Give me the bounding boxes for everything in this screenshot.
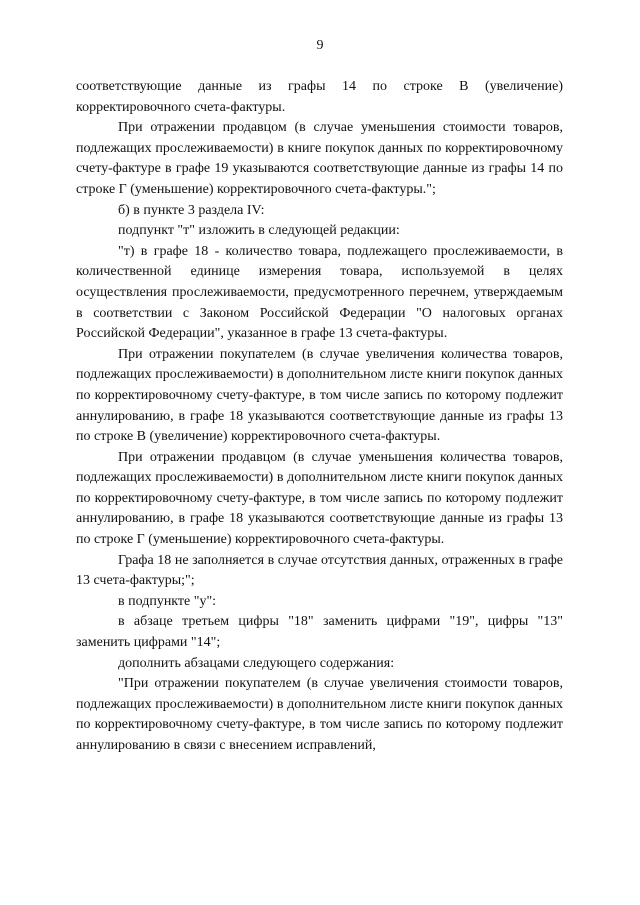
paragraph-10: в абзаце третьем цифры "18" заменить цифрами "19", цифры "13" заменить цифрами "14"; [76, 614, 563, 651]
document-body [76, 77, 563, 757]
paragraph-2: При отражении продавцом (в случае уменьшения стоимости товаров, подлежащих прослеживаемости) в книге покупок данных по корректировочному счету-фактуре в графе 19 указываются соответствующие данные из графы 14 по строке Г (уменьшение) корректировочного счета-фактуры."; [76, 120, 563, 197]
paragraph-8: Графа 18 не заполняется в случае отсутствия данных, отраженных в графе 13 счета-фактуры;"; [76, 552, 563, 589]
paragraph-7: При отражении продавцом (в случае уменьшения количества товаров, подлежащих прослеживаемости) в дополнительном листе книги покупок данных по корректировочному счету-фактуре, в том числе запись по которому подлежит аннулированию, в графе 18 указываются соответствующие данные из графы 13 по строке Г (уменьшение) корректировочного счета-фактуры. [76, 449, 563, 548]
page-number: 9 [316, 38, 324, 53]
paragraph-1: соответствующие данные из графы 14 по строке В (увеличение) корректировочного счета-фактуры. [76, 79, 563, 115]
paragraph-9: в подпункте "у": [118, 593, 217, 609]
paragraph-11: дополнить абзацами следующего содержания: [118, 655, 395, 671]
paragraph-3: б) в пункте 3 раздела IV: [118, 202, 265, 218]
paragraph-12: "При отражении покупателем (в случае увеличения стоимости товаров, подлежащих прослеживаемости) в дополнительном листе книги покупок данных по корректировочному счету-фактуре, в том числе запись по которому подлежит аннулированию в связи с внесением исправлений, [76, 676, 563, 753]
paragraph-6: При отражении покупателем (в случае увеличения количества товаров, подлежащих прослеживаемости) в дополнительном листе книги покупок данных по корректировочному счету-фактуре, в том числе запись по которому подлежит аннулированию, в графе 18 указываются соответствующие данные из графы 13 по строке В (увеличение) корректировочного счета-фактуры. [76, 346, 563, 445]
paragraph-4: подпункт "т" изложить в следующей редакции: [118, 223, 400, 239]
paragraph-5: "т) в графе 18 - количество товара, подлежащего прослеживаемости, в количественной единице измерения товара, используемой в целях осуществления прослеживаемости, предусмотренного перечнем, утверждаемым в соответствии с Законом Российской Федерации "О налоговых органах Российской Федерации", указанное в графе 13 счета-фактуры. [76, 243, 563, 342]
